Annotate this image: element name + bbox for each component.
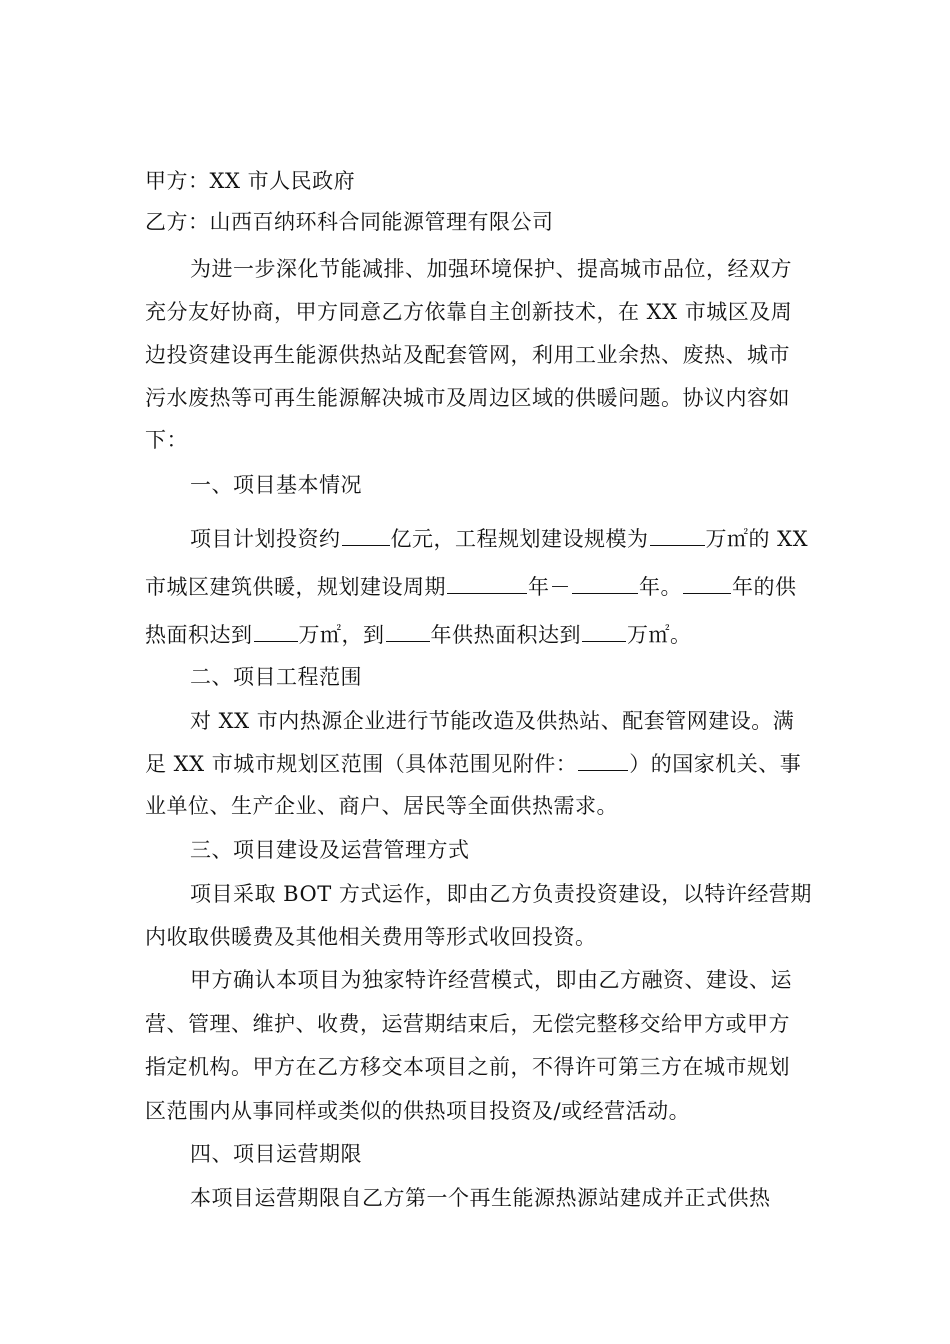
section-1-heading: 一、项目基本情况 xyxy=(190,473,362,497)
section-2-heading: 二、项目工程范围 xyxy=(190,665,362,689)
blank-field xyxy=(578,748,628,771)
text-segment: 市城区建筑供暖，规划建设周期 xyxy=(145,575,446,599)
blank-field xyxy=(683,571,731,594)
party-b-line: 乙方：山西百纳环科合同能源管理有限公司 xyxy=(145,210,554,234)
section-3-p2-line-4: 区范围内从事同样或类似的供热项目投资及/或经营活动。 xyxy=(145,1099,691,1123)
text-segment: 亿元，工程规划建设规模为 xyxy=(390,527,649,551)
text-segment: 年供热面积达到 xyxy=(430,623,581,647)
text-segment: 年。 xyxy=(639,575,682,599)
party-a-line: 甲方：XX 市人民政府 xyxy=(145,169,356,193)
intro-line-2: 充分友好协商，甲方同意乙方依靠自主创新技术，在 XX 市城区及周 xyxy=(145,300,793,324)
section-3-p2-line-3: 指定机构。甲方在乙方移交本项目之前，不得许可第三方在城市规划 xyxy=(145,1055,790,1079)
text-segment: 项目计划投资约 xyxy=(190,527,341,551)
section-1-line-3 xyxy=(145,619,825,650)
blank-field xyxy=(342,523,390,546)
blank-field xyxy=(650,523,705,546)
blank-field xyxy=(254,619,298,642)
blank-field xyxy=(582,619,626,642)
section-3-p2-line-1: 甲方确认本项目为独家特许经营模式，即由乙方融资、建设、运 xyxy=(190,968,792,992)
blank-field xyxy=(386,619,430,642)
section-3-p1-line-2: 内收取供暖费及其他相关费用等形式收回投资。 xyxy=(145,925,597,949)
section-4-heading: 四、项目运营期限 xyxy=(190,1142,362,1166)
blank-field xyxy=(572,571,638,594)
text-segment: 足 XX 市城市规划区范围（具体范围见附件： xyxy=(145,752,578,776)
section-4-line-1: 本项目运营期限自乙方第一个再生能源热源站建成并正式供热 xyxy=(190,1186,771,1210)
intro-line-4: 污水废热等可再生能源解决城市及周边区域的供暖问题。协议内容如 xyxy=(145,386,790,410)
intro-line-3: 边投资建设再生能源供热站及配套管网，利用工业余热、废热、城市 xyxy=(145,343,790,367)
text-segment: ）的国家机关、事 xyxy=(629,752,802,776)
blank-field xyxy=(447,571,527,594)
text-segment: 万㎡的 XX xyxy=(705,527,809,551)
section-2-line-3: 业单位、生产企业、商户、居民等全面供热需求。 xyxy=(145,794,618,818)
section-3-heading: 三、项目建设及运营管理方式 xyxy=(190,838,470,862)
text-segment: 年－ xyxy=(528,575,571,599)
text-segment: 万㎡，到 xyxy=(298,623,385,647)
text-segment: 热面积达到 xyxy=(145,623,253,647)
section-3-p1-line-1: 项目采取 BOT 方式运作，即由乙方负责投资建设，以特许经营期 xyxy=(190,882,812,906)
text-segment: 年的供 xyxy=(732,575,797,599)
text-segment: 万㎡。 xyxy=(627,623,692,647)
section-1-line-1 xyxy=(190,523,825,554)
section-2-line-1: 对 XX 市内热源企业进行节能改造及供热站、配套管网建设。满 xyxy=(190,709,795,733)
section-1-line-2 xyxy=(145,571,825,602)
section-3-p2-line-2: 营、管理、维护、收费，运营期结束后，无偿完整移交给甲方或甲方 xyxy=(145,1012,790,1036)
intro-line-1: 为进一步深化节能减排、加强环境保护、提高城市品位，经双方 xyxy=(190,257,792,281)
section-2-line-2 xyxy=(145,748,825,779)
intro-line-5: 下： xyxy=(145,428,188,452)
